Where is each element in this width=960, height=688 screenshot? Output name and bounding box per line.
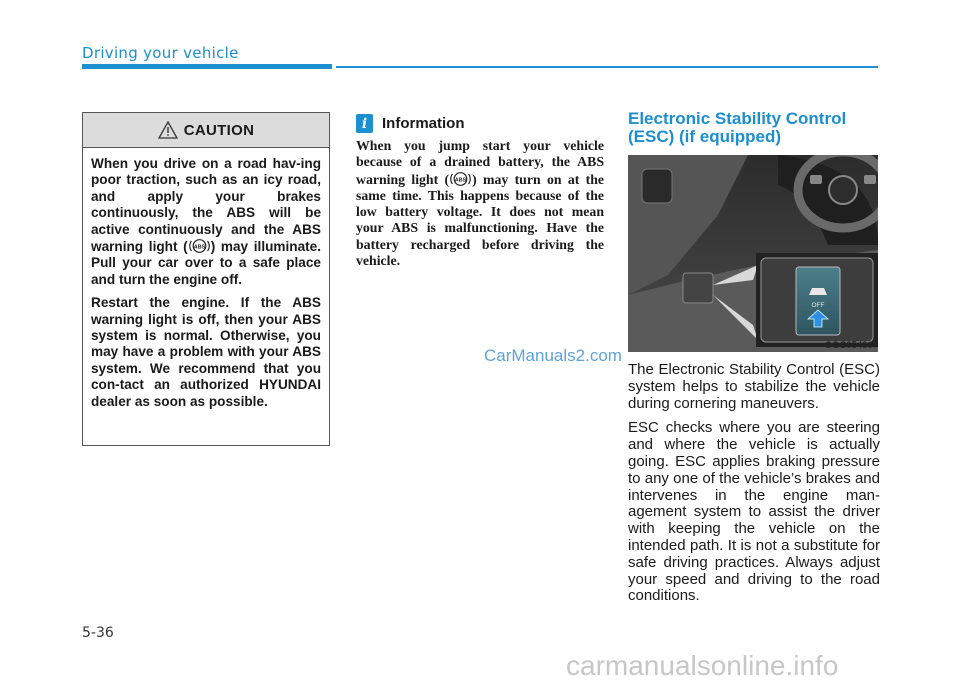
header-rule-thin xyxy=(336,66,878,68)
esc-button-photo xyxy=(628,155,878,352)
abs-warning-icon xyxy=(450,171,471,187)
caution-body xyxy=(83,148,329,410)
esc-paragraph-1: The Electronic Stability Control (ESC) system helps to stabilize the vehicle during cornering maneuvers. xyxy=(628,361,880,412)
esc-body xyxy=(628,362,880,613)
svg-text:ABS: ABS xyxy=(454,176,467,183)
information-body xyxy=(356,138,604,269)
caution-title: CAUTION xyxy=(183,121,255,139)
abs-warning-icon xyxy=(189,238,210,254)
warning-triangle-icon xyxy=(158,121,178,139)
information-text-a: When you jump start your vehicle because of a drained battery, the ABS warning light ( xyxy=(356,138,604,187)
esc-heading: Electronic Stability Control (ESC) (if equipped) xyxy=(628,109,847,146)
svg-text:ABS: ABS xyxy=(193,244,205,251)
caution-paragraph-2: Restart the engine. If the ABS warning light is off, then your ABS system is normal. Otherwise, you may have a problem with your ABS system. We recommend that you con-tact an authorized HYUNDAI dealer as soon as possible. xyxy=(91,295,321,409)
caution-text-a: When you drive on a road hav-ing poor traction, such as an icy road, and apply your brakes continuously, the ABS will be active continuously and the ABS warning light ( xyxy=(91,156,321,255)
dashboard-illustration xyxy=(628,155,878,352)
caution-box xyxy=(82,112,330,446)
caution-text-b: ) may illuminate. Pull your car over to a safe place and turn the engine off. xyxy=(91,239,321,287)
header-rule-thick xyxy=(82,64,332,69)
watermark-link[interactable]: CarManuals2.com xyxy=(484,346,622,365)
section-title: Driving your vehicle xyxy=(82,44,239,62)
image-caption: OGC054007 xyxy=(824,340,878,351)
information-title: Information xyxy=(382,115,465,132)
information-header xyxy=(356,114,465,133)
svg-text:OFF: OFF xyxy=(811,302,825,309)
page-number: 5-36 xyxy=(82,625,114,641)
footer-watermark: carmanualsonline.info xyxy=(566,650,839,681)
caution-paragraph-1 xyxy=(91,156,321,288)
information-text-b: ) may turn on at the same time. This happens because of the low battery voltage. It does not mean your ABS is malfunctioning. Have the battery recharged before driving the vehicle. xyxy=(356,171,604,269)
information-icon: i xyxy=(356,114,373,133)
caution-header xyxy=(83,113,329,148)
esc-paragraph-2: ESC checks where you are steering and where the vehicle is actually going. ESC applies braking pressure to any one of the vehicle’s brakes and intervenes in the engine man-agement system to assist the driver with keeping the vehicle on the intended path. It is not a substitute for safe driving practices. Always adjust your speed and driving to the road conditions. xyxy=(628,419,880,605)
